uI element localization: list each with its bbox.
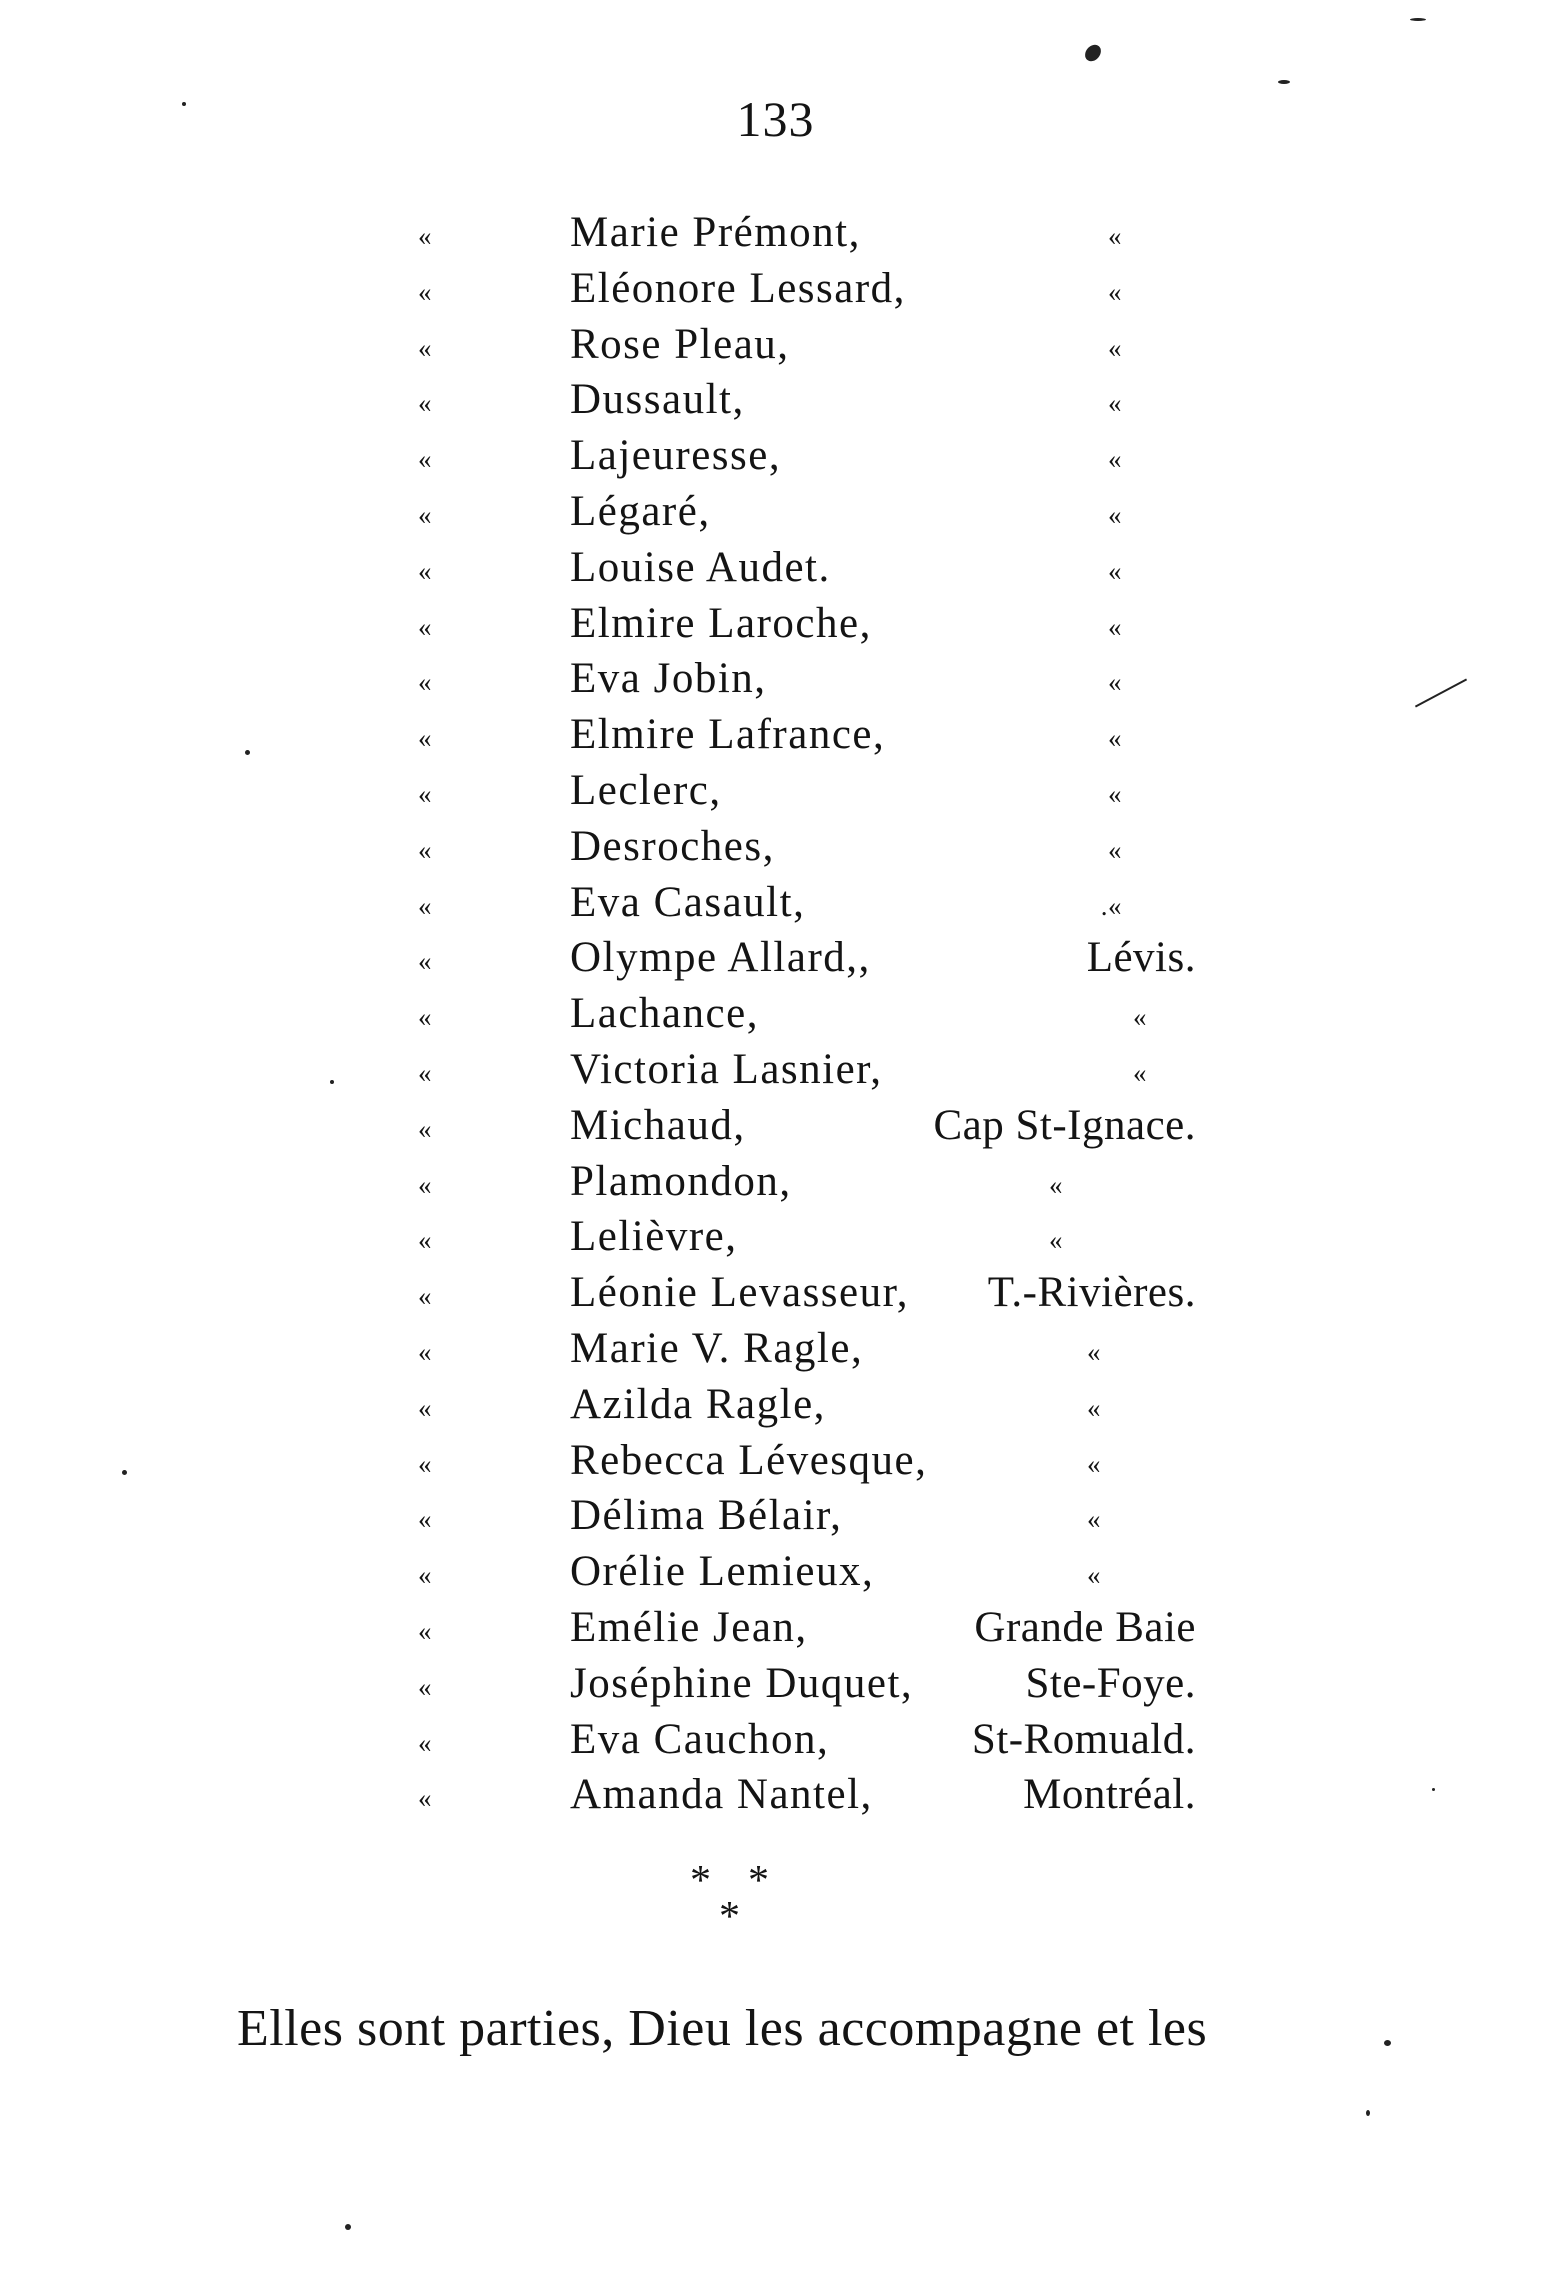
scan-speck [1278,80,1290,84]
ditto-mark: « [418,834,432,865]
list-item [0,1321,1551,1377]
place-ditto-mark: « [1087,1392,1101,1423]
place-name: Ste-Foye. [1025,1659,1196,1707]
asterism [690,1860,790,1940]
person-name: Louise Audet. [570,543,831,591]
ditto-mark: « [418,1392,432,1423]
list-item [0,763,1551,819]
person-name: Léonie Levasseur, [570,1269,909,1317]
ditto-mark: « [418,1448,432,1479]
place-ditto-mark: .« [1100,890,1122,921]
place-name: T.-Rivières. [987,1269,1196,1317]
scan-speck [1410,18,1426,21]
place-ditto-mark: « [1108,667,1122,698]
list-item [0,986,1551,1042]
place-ditto-mark: « [1133,1057,1147,1088]
list-item [0,484,1551,540]
person-name: Eva Casault, [570,878,806,926]
list-item [0,930,1551,986]
list-item [0,540,1551,596]
ditto-mark: « [418,1225,432,1256]
place-ditto-mark: « [1108,778,1122,809]
place-ditto-mark: « [1049,1169,1063,1200]
page-number: 133 [736,91,815,147]
place-ditto-mark: « [1049,1225,1063,1256]
list-item [0,261,1551,317]
place-ditto-mark: « [1108,555,1122,586]
ditto-mark: « [418,611,432,642]
list-item [0,1488,1551,1544]
scan-speck [345,2224,351,2230]
place-ditto-mark: « [1108,276,1122,307]
person-name: Rebecca Lévesque, [570,1436,928,1484]
ditto-mark: « [418,667,432,698]
asterism-star-bottom: * [719,1894,740,1940]
person-name: Michaud, [570,1101,746,1149]
person-name: Rose Pleau, [570,320,790,368]
ditto-mark: « [418,221,432,251]
place-ditto-mark: « [1087,1504,1101,1535]
list-item [0,1377,1551,1433]
ditto-mark: « [418,444,432,475]
list-item [0,205,1551,261]
person-name: Elmire Laroche, [570,599,872,647]
person-name: Lajeuresse, [570,432,782,480]
place-ditto-mark: « [1087,1448,1101,1479]
ditto-mark: « [418,890,432,921]
person-name: Marie V. Ragle, [570,1324,864,1372]
ditto-mark: « [418,1281,432,1312]
place-ditto-mark: « [1087,1560,1101,1591]
asterism-star-right: * [748,1858,769,1904]
list-item [0,1656,1551,1712]
list-item [0,1712,1551,1768]
place-name: St-Romuald. [971,1715,1196,1763]
name-list [0,205,1551,1823]
scan-speck [245,750,250,755]
person-name: Desroches, [570,822,775,870]
ditto-mark: « [418,1615,432,1646]
place-ditto-mark: « [1108,611,1122,642]
ditto-mark: « [418,388,432,419]
person-name: Azilda Ragle, [570,1380,826,1428]
person-name: Eva Jobin, [570,655,767,703]
asterism-star-left: * [690,1858,711,1904]
person-name: Plamondon, [570,1157,792,1205]
place-ditto-mark: « [1133,1002,1147,1033]
scan-speck [122,1470,127,1475]
person-name: Leclerc, [570,766,722,814]
place-ditto-mark: « [1108,221,1122,251]
ditto-mark: « [418,1727,432,1758]
ditto-mark: « [418,276,432,307]
list-item [0,1098,1551,1154]
list-item [0,1265,1551,1321]
place-ditto-mark: « [1108,388,1122,419]
list-item [0,707,1551,763]
person-name: Délima Bélair, [570,1492,843,1540]
place-ditto-mark: « [1087,1336,1101,1367]
person-name: Marie Prémont, [570,209,861,256]
scan-speck [1366,2110,1370,2116]
place-ditto-mark: « [1108,723,1122,754]
person-name: Eléonore Lessard, [570,264,906,312]
list-item [0,1433,1551,1489]
ditto-mark: « [418,1671,432,1702]
list-item [0,875,1551,931]
person-name: Olympe Allard,, [570,934,871,982]
list-item [0,1209,1551,1265]
place-ditto-mark: « [1108,444,1122,475]
ditto-mark: « [418,1560,432,1591]
ditto-mark: « [418,1002,432,1033]
ditto-mark: « [418,1336,432,1367]
ditto-mark: « [418,723,432,754]
place-ditto-mark: « [1108,332,1122,363]
list-item [0,1042,1551,1098]
place-name: Cap St-Ignace. [933,1101,1196,1149]
person-name: Elmire Lafrance, [570,711,886,759]
ditto-mark: « [418,1504,432,1535]
person-name: Légaré, [570,487,711,535]
list-item [0,428,1551,484]
person-name: Orélie Lemieux, [570,1548,875,1596]
ditto-mark: « [418,1169,432,1200]
ditto-mark: « [418,555,432,586]
list-item [0,1767,1551,1823]
person-name: Joséphine Duquet, [570,1659,914,1707]
list-item [0,372,1551,428]
ditto-mark: « [418,946,432,977]
list-item [0,1600,1551,1656]
place-name: Lévis. [1086,934,1196,982]
person-name: Lelièvre, [570,1213,738,1261]
list-item [0,1154,1551,1210]
person-name: Dussault, [570,376,745,424]
ditto-mark: « [418,499,432,530]
scan-speck [182,102,186,106]
ditto-mark: « [418,1783,432,1814]
scan-speck [1082,42,1104,65]
scan-speck [1432,1788,1435,1791]
place-ditto-mark: « [1108,834,1122,865]
scan-speck [1384,2040,1391,2046]
place-name: Montréal. [1023,1771,1196,1819]
person-name: Eva Cauchon, [570,1715,830,1763]
person-name: Lachance, [570,990,759,1038]
list-item [0,651,1551,707]
closing-line: Elles sont parties, Dieu les accompagne et les [237,2000,1208,2057]
person-name: Amanda Nantel, [570,1771,873,1819]
ditto-mark: « [418,1057,432,1088]
scan-speck [330,1080,334,1084]
person-name: Emélie Jean, [570,1603,808,1651]
list-item [0,596,1551,652]
ditto-mark: « [418,332,432,363]
place-ditto-mark: « [1108,499,1122,530]
ditto-mark: « [418,1113,432,1144]
list-item [0,1544,1551,1600]
list-item [0,819,1551,875]
place-name: Grande Baie [974,1603,1196,1651]
ditto-mark: « [418,778,432,809]
list-item [0,317,1551,373]
person-name: Victoria Lasnier, [570,1045,883,1093]
